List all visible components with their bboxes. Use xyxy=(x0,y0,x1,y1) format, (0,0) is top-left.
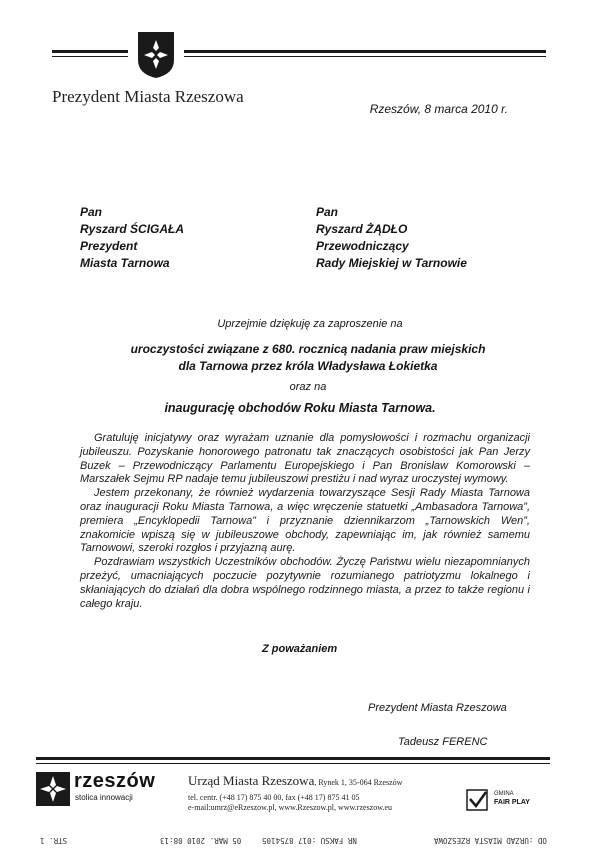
office-email: e-mail:umrz@eRzeszow.pl, www.Rzeszow.pl, www.rzeszow.eu xyxy=(188,803,393,812)
event-line-1: uroczystości związane z 680. rocznicą nadania praw miejskich xyxy=(130,342,486,356)
fair-play-badge xyxy=(466,787,556,813)
footer-rule-thin xyxy=(36,763,550,764)
footer-rule-thick xyxy=(36,757,550,760)
header-rule-right-thick xyxy=(184,50,546,53)
header-rule-left-thick xyxy=(52,50,128,53)
office-address: , Rynek 1, 35-064 Rzeszów xyxy=(314,778,403,787)
rzeszow-logo-icon xyxy=(36,772,70,806)
signer-name: Tadeusz FERENC xyxy=(398,736,488,748)
recipient-1-institution: Miasta Tarnowa xyxy=(80,256,170,270)
office-details xyxy=(188,772,402,812)
logo-tagline: stolica innowacji xyxy=(75,793,133,802)
badge-bottom-text: FAIR PLAY xyxy=(494,799,530,806)
office-phone: tel. centr. (+48 17) 875 40 00, fax (+48 17) 875 41 05 xyxy=(188,793,360,802)
signer-title: Prezydent Miasta Rzeszowa xyxy=(368,702,507,714)
event-2: inaugurację obchodów Roku Miasta Tarnowa. xyxy=(164,401,436,415)
and-connector: oraz na xyxy=(289,381,327,393)
closing-regards: Z poważaniem xyxy=(262,643,338,655)
header-rule-right-thin xyxy=(184,56,546,57)
fax-strip-number: NR FAKSU :017 8754105 xyxy=(262,836,357,845)
recipient-1-title: Prezydent xyxy=(80,239,138,253)
badge-top-text: GMINA xyxy=(494,791,514,797)
thanks-intro: Uprzejmie dziękuję za zaproszenie na xyxy=(217,318,403,330)
logo-text: rzeszów xyxy=(74,770,156,792)
letter-body xyxy=(80,432,530,611)
recipient-2-institution: Rady Miejskiej w Tarnowie xyxy=(316,256,467,270)
checkmark-icon xyxy=(466,789,488,811)
recipient-block-2 xyxy=(316,204,467,272)
recipient-2-title: Przewodniczący xyxy=(316,239,409,253)
event-line-2: dla Tarnowa przez króla Władysława Łokietka xyxy=(178,359,438,373)
recipient-block-1 xyxy=(80,204,184,272)
recipient-2-name: Ryszard ŻĄDŁO xyxy=(316,222,408,236)
letter-date: Rzeszów, 8 marca 2010 r. xyxy=(369,102,508,116)
recipient-1-name: Ryszard ŚCIGAŁA xyxy=(80,222,185,236)
body-paragraph-3: Pozdrawiam wszystkich Uczestników obchodów. Życzę Państwu wielu niezapomnianych przeżyć, umacniających poczucie pozytywnie rozumianego patriotyzmu lokalnego i skłaniających do działań dla dobra wspólnego rodzinnego miasta, a przez to także regionu i całego kraju. xyxy=(80,556,530,610)
recipient-1-salutation: Pan xyxy=(80,205,103,219)
coat-of-arms-icon xyxy=(136,30,176,80)
recipient-2-salutation: Pan xyxy=(316,205,339,219)
header-rule-left-thin xyxy=(52,56,128,57)
body-paragraph-1: Gratuluję inicjatywy oraz wyrażam uznanie dla pomysłowości i rozmachu organizacji jubileuszu. Pozyskanie honorowego patronatu tak znaczących osobistości jak Pan Jerzy Buzek – Przewodniczący Parlamentu Europejskiego i Pan Bronisław Komorowski – Marszałek Sejmu RP nadaje temu jubileuszowi prestiżu i nad wyraz uroczystej wymowy. xyxy=(80,432,530,486)
fax-strip-page: STR. 1 xyxy=(40,836,68,845)
organization-name: Prezydent Miasta Rzeszowa xyxy=(52,87,244,106)
fax-strip-datetime: 05 MAR. 2010 08:13 xyxy=(160,836,242,845)
fax-strip-sender: OD :URZAD MIASTA RZESZOWA xyxy=(434,836,547,845)
office-name: Urząd Miasta Rzeszowa xyxy=(188,773,315,788)
body-paragraph-2: Jestem przekonany, że również wydarzenia towarzyszące Sesji Rady Miasta Tarnowa oraz inauguracji Roku Miasta Tarnowa, a więc wręczenie statuetki „Ambasadora Tarnowa”, premiera „Encyklopedii Tarnowa” i przyznanie dziennikarzom „Tarnowskich Wen”, znakomicie wpiszą się w jubileuszowe obchody, zapewniając im, jak również samemu Tarnowowi, szeroki rozgłos i przyjazną aurę. xyxy=(80,487,530,555)
